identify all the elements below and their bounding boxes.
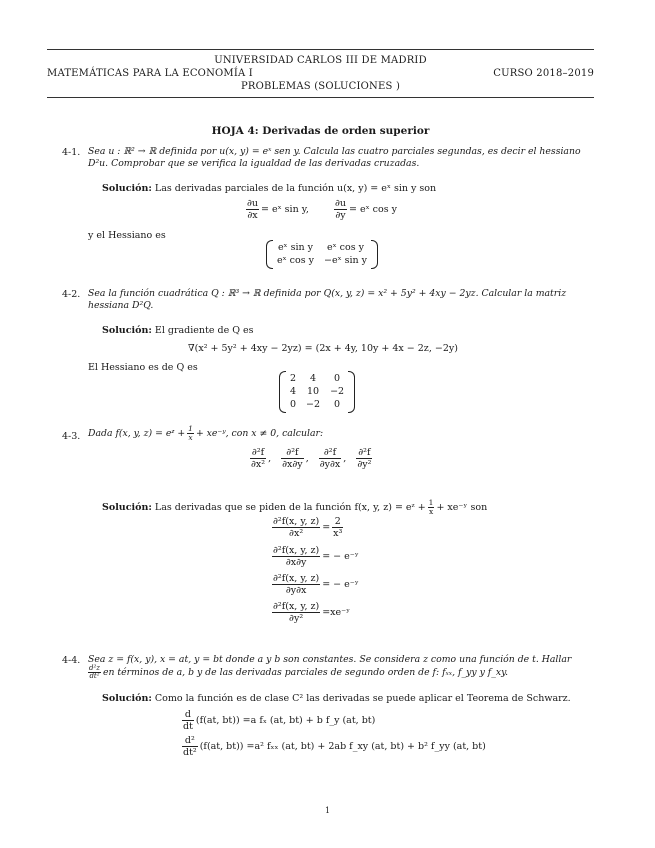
problem-statement (88, 665, 508, 680)
matrix-cell: 10 (307, 386, 320, 397)
header-top-rule (47, 49, 594, 50)
frac-numerator: 1 (428, 498, 434, 507)
partial-derivative-u-y (332, 198, 397, 221)
derivatives-to-compute (248, 447, 374, 470)
problem-statement: Sea u : ℝ² → ℝ definida por u(x, y) = eˣ sen y. Calcula las cuatro parciales segundas, es decir el hessiano (88, 146, 581, 157)
frac-numerator: ∂²f (251, 447, 265, 458)
matrix-cell: 4 (290, 386, 297, 397)
frac-denominator: ∂x∂y (285, 557, 307, 568)
frac-numerator: ∂²f (319, 447, 342, 459)
partial-derivative-u-x (244, 198, 309, 221)
result-value: = − e⁻ʸ (322, 551, 359, 562)
sheet-title: HOJA 4: Derivadas de orden superior (211, 125, 430, 137)
solution-part: + xe⁻ʸ son (436, 502, 488, 513)
gradient-equation: ∇(x² + 5y² + 4xy − 2yz) = (2x + 4y, 10y + 4x − 2z, −2y) (188, 343, 458, 354)
problem-statement: Sea la función cuadrática Q : ℝ³ → ℝ definida por Q(x, y, z) = x² + 5y² + 4xy − 2yz. Calcular la matriz (88, 288, 567, 299)
frac-numerator: ∂²f(x, y, z) (273, 516, 320, 527)
frac-numerator: ∂²f (281, 447, 304, 459)
solution-label: Solución: (102, 502, 152, 513)
equation-rhs: (f(at, bt)) =a² fₓₓ (at, bt) + 2ab f_xy (at, bt) + b² f_yy (at, bt) (199, 741, 486, 752)
derivative-value: = eˣ cos y (349, 204, 397, 215)
frac-denominator: dt² (183, 747, 197, 758)
frac-numerator: ∂²f (358, 447, 371, 458)
solution-text: Como la función es de clase C² las derivadas se puede aplicar el Teorema de Schwarz. (154, 693, 571, 704)
problem-statement: Sea z = f(x, y), x = at, y = bt donde a y b son constantes. Se considera z como una función de t. Hallar (88, 654, 572, 665)
frac-denominator: ∂x² (251, 459, 266, 470)
frac-denominator: x (428, 507, 434, 516)
frac-denominator: ∂y (335, 210, 346, 221)
frac-denominator: x (188, 433, 193, 442)
matrix-cell: −2 (330, 386, 345, 397)
problem-number: 4-4. (62, 655, 81, 666)
frac-numerator: ∂²f(x, y, z) (273, 573, 320, 584)
solution-line (102, 325, 254, 336)
statement-part: + xe⁻ʸ, con x ≠ 0, calcular: (195, 428, 324, 439)
frac-numerator: d (182, 709, 194, 721)
solution-label: Solución: (102, 183, 152, 194)
solution-line (102, 183, 436, 194)
matrix-cell: 4 (310, 373, 317, 384)
page-number: 1 (324, 806, 331, 815)
hessian-matrix (266, 240, 378, 269)
problem-number: 4-1. (62, 147, 81, 158)
frac-numerator: 1 (188, 424, 193, 433)
result-value: =xe⁻ʸ (322, 607, 351, 618)
matrix-cell: 0 (290, 399, 297, 410)
header-course: MATEMÁTICAS PARA LA ECONOMÍA I (47, 68, 253, 79)
header-bottom-rule (47, 97, 594, 98)
frac-denominator: ∂y² (357, 459, 372, 470)
frac-numerator: ∂²f(x, y, z) (273, 601, 320, 612)
header-subtitle: PROBLEMAS (SOLUCIONES ) (240, 81, 401, 92)
matrix-cell: eˣ cos y (277, 255, 314, 266)
frac-denominator: ∂x² (289, 528, 304, 539)
problem-statement (88, 425, 323, 442)
header-university: UNIVERSIDAD CARLOS III DE MADRID (214, 55, 427, 66)
chain-rule-second (180, 735, 486, 758)
frac-denominator: ∂x∂y (282, 459, 303, 470)
solution-text: Las derivadas parciales de la función u(x, y) = eˣ sin y son (154, 183, 437, 194)
result-row (270, 601, 350, 624)
solution-label: Solución: (102, 325, 152, 336)
solution-text: El gradiente de Q es (154, 325, 254, 336)
matrix-cell: eˣ cos y (327, 242, 364, 253)
matrix-cell: −2 (306, 399, 321, 410)
separator: , (343, 453, 347, 464)
result-value: = − e⁻ʸ (322, 579, 359, 590)
frac-numerator: ∂²f(x, y, z) (273, 545, 320, 556)
separator: , (305, 453, 309, 464)
solution-line (102, 693, 571, 704)
frac-numerator: 2 (332, 516, 343, 528)
frac-denominator: ∂y∂x (285, 585, 307, 596)
hessian-matrix (279, 371, 355, 413)
equation-rhs: (f(at, bt)) =a fₓ (at, bt) + b f_y (at, bt) (195, 715, 376, 726)
matrix-cell: 0 (334, 399, 341, 410)
frac-numerator: d²z (89, 664, 100, 672)
frac-denominator: dt (183, 721, 193, 732)
statement-part: Dada f(x, y, z) = eᶻ + (88, 428, 186, 439)
frac-numerator: d² (182, 735, 198, 747)
problem-number: 4-2. (62, 289, 81, 300)
solution-label: Solución: (102, 693, 152, 704)
frac-denominator: ∂y² (289, 613, 304, 624)
result-row (270, 545, 359, 568)
solution-part: Las derivadas que se piden de la función f(x, y, z) = eᶻ + (154, 502, 426, 513)
frac-numerator: ∂u (335, 198, 347, 209)
frac-denominator: dt² (89, 672, 100, 680)
result-row: $\frac{\text{∂²f(x, y, z)}}{\text{∂x²}}$ = $\frac{2}{\text{x³}}$ (273, 516, 343, 539)
solution-line (102, 499, 487, 516)
frac-denominator: ∂x (247, 210, 258, 221)
derivative-value: = eˣ sin y, (261, 204, 309, 215)
problem-number: 4-3. (62, 431, 81, 442)
matrix-cell: −eˣ sin y (323, 255, 368, 266)
frac-denominator: x³ (333, 528, 343, 539)
problem-statement: D²u. Comprobar que se verifica la igualdad de las derivadas cruzadas. (88, 158, 420, 169)
problem-statement: hessiana D²Q. (88, 300, 154, 311)
frac-numerator: ∂u (247, 198, 259, 209)
matrix-cell: 2 (290, 373, 297, 384)
matrix-cell: eˣ sin y (277, 242, 314, 253)
statement-part: en términos de a, b y de las derivadas parciales de segundo orden de f: fₓₓ, f_yy y f_xy. (102, 667, 509, 678)
hessian-intro: y el Hessiano es (88, 230, 166, 241)
header-year: CURSO 2018–2019 (493, 68, 594, 79)
separator: , (268, 453, 272, 464)
chain-rule-first (180, 709, 375, 732)
result-row (270, 573, 359, 596)
hessian-intro: El Hessiano es de Q es (88, 362, 198, 373)
matrix-cell: 0 (334, 373, 341, 384)
frac-denominator: ∂y∂x (319, 459, 341, 470)
